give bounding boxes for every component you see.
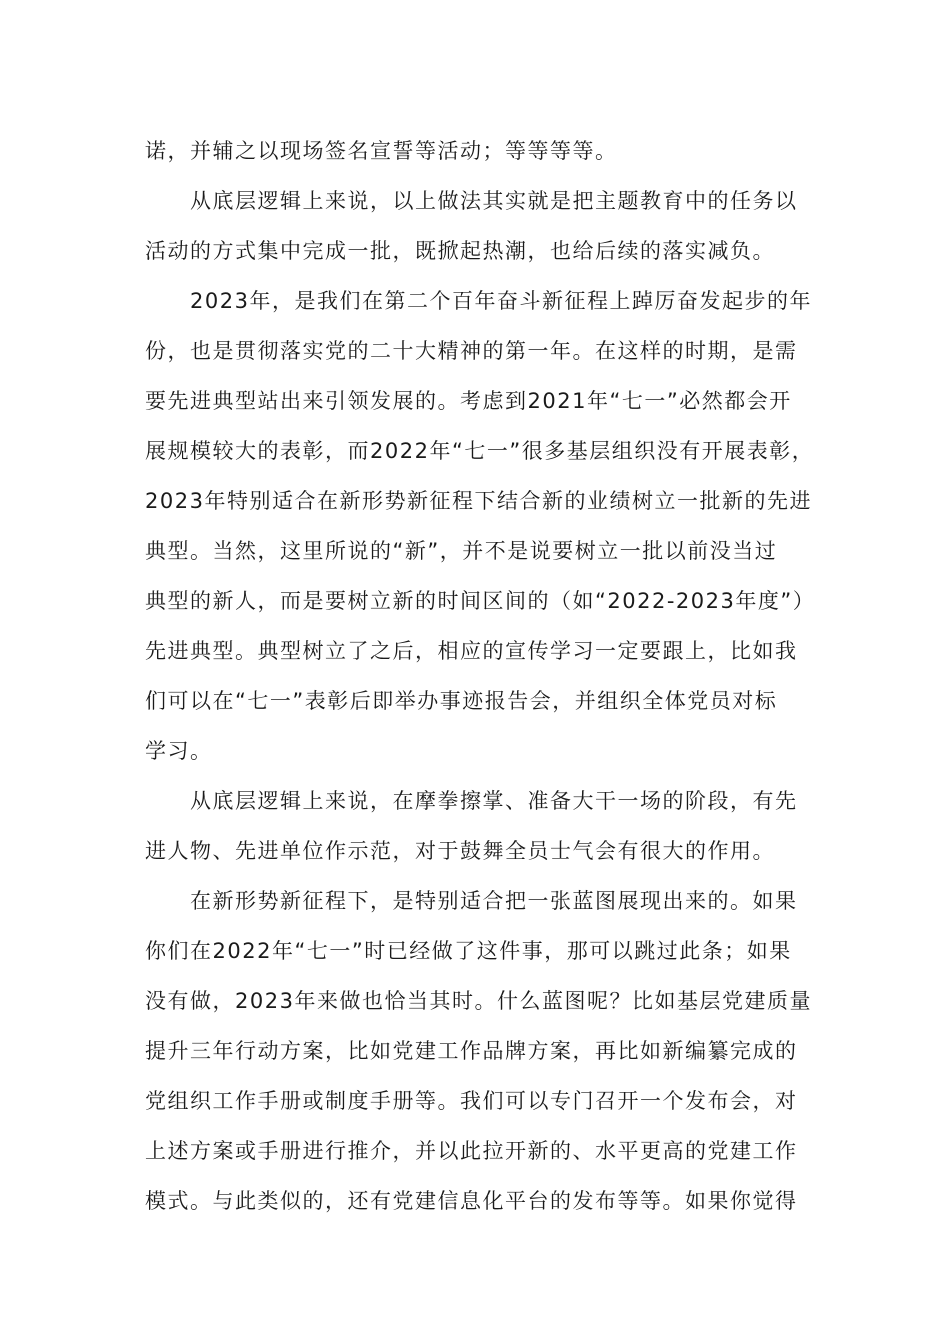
text-line: 先进典型。典型树立了之后，相应的宣传学习一定要跟上，比如我 (145, 639, 798, 663)
document-body (145, 126, 817, 1226)
text-line: 2023年特别适合在新形势新征程下结合新的业绩树立一批新的先进 (145, 489, 812, 513)
text-line: 要先进典型站出来引领发展的。考虑到2021年“七一”必然都会开 (145, 389, 792, 413)
text-line: 从底层逻辑上来说，以上做法其实就是把主题教育中的任务以 (190, 189, 798, 213)
text-line: 提升三年行动方案，比如党建工作品牌方案，再比如新编纂完成的 (145, 1039, 798, 1063)
text-line: 典型的新人，而是要树立新的时间区间的（如“2022-2023年度”） (145, 589, 816, 613)
text-line: 从底层逻辑上来说，在摩拳擦掌、准备大干一场的阶段，有先 (190, 789, 798, 813)
text-line: 展规模较大的表彰，而2022年“七一”很多基层组织没有开展表彰， (145, 439, 815, 463)
text-line: 你们在2022年“七一”时已经做了这件事，那可以跳过此条；如果 (145, 939, 792, 963)
text-line: 没有做，2023年来做也恰当其时。什么蓝图呢？比如基层党建质量 (145, 989, 812, 1013)
text-line: 活动的方式集中完成一批，既掀起热潮，也给后续的落实减负。 (145, 239, 775, 263)
text-line: 模式。与此类似的，还有党建信息化平台的发布等等。如果你觉得 (145, 1189, 798, 1213)
text-line: 们可以在“七一”表彰后即举办事迹报告会，并组织全体党员对标 (145, 689, 778, 713)
text-line: 党组织工作手册或制度手册等。我们可以专门召开一个发布会，对 (145, 1089, 798, 1113)
text-line: 份，也是贯彻落实党的二十大精神的第一年。在这样的时期，是需 (145, 339, 798, 363)
text-line: 诺，并辅之以现场签名宣誓等活动；等等等等。 (145, 139, 618, 163)
text-line: 典型。当然，这里所说的“新”，并不是说要树立一批以前没当过 (145, 539, 778, 563)
text-line: 学习。 (145, 739, 213, 763)
text-line: 进人物、先进单位作示范，对于鼓舞全员士气会有很大的作用。 (145, 839, 775, 863)
text-line: 在新形势新征程下，是特别适合把一张蓝图展现出来的。如果 (190, 889, 798, 913)
text-line: 2023年，是我们在第二个百年奋斗新征程上踔厉奋发起步的年 (190, 289, 812, 313)
text-line: 上述方案或手册进行推介，并以此拉开新的、水平更高的党建工作 (145, 1139, 798, 1163)
